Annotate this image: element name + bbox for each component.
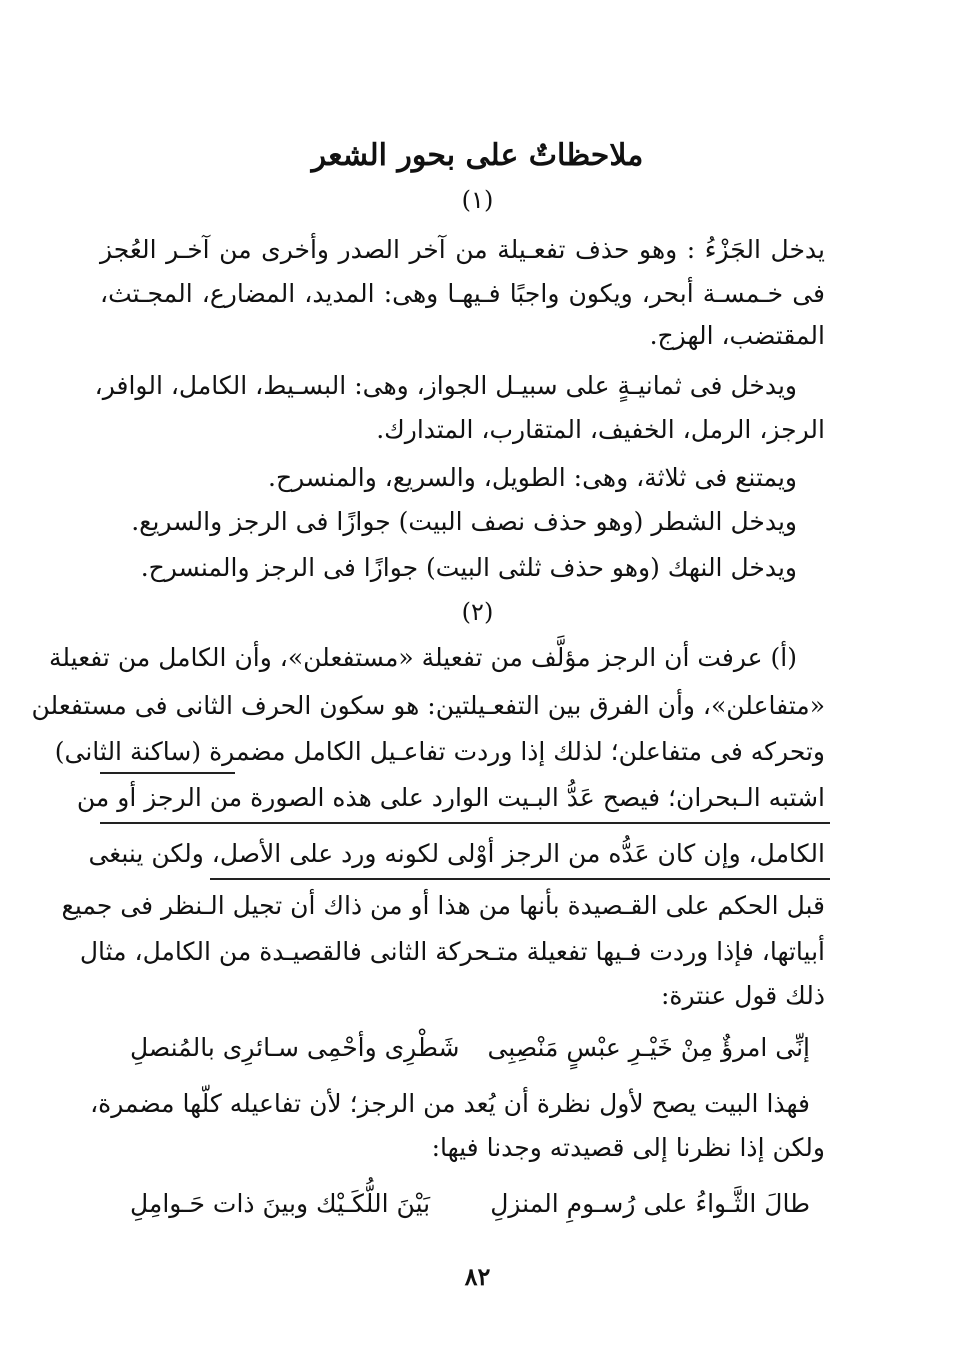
text-line: ويمتنع فى ثلاثة، وهى: الطويل، والسريع، والمنسرح. xyxy=(268,463,797,492)
text-line: فى خـمسـة أبحر، ويكون واجبًا فـيهـا وهى: المديد، المضارع، المجـتث، xyxy=(100,279,825,308)
underline xyxy=(100,772,235,774)
text-line: (أ) عرفت أن الرجز مؤلَّف من تفعيلة «مستفعلن»، وأن الكامل من تفعيلة xyxy=(48,643,797,672)
underline xyxy=(210,878,830,880)
verse-hemistich-left: بَيْنَ اللُّكَـيْك وبينَ ذات حَـوامِلِ xyxy=(130,1189,431,1218)
verse-hemistich-left: شَطْرِى وأحْمِى سـائرِى بالمُنصلِ xyxy=(130,1033,460,1062)
text-line: وتحركه فى متفاعلن؛ لذلك إذا وردت تفاعـيل الكامل مضمرة (ساكنة الثانى) xyxy=(54,737,825,766)
underline xyxy=(100,822,830,824)
text-line: ولكن إذا نظرنا إلى قصيدته وجدنا فيها: xyxy=(431,1133,825,1162)
text-line: ويدخل فى ثمانيـةٍ على سبيـل الجواز، وهى: البسـيط، الكامل، الوافر، xyxy=(94,371,797,400)
text-line: فهذا البيت يصح لأول نظرة أن يُعد من الرجز؛ لأن تفاعيله كلّها مضمرة، xyxy=(90,1089,810,1118)
page-number: ٨٢ xyxy=(464,1262,491,1291)
verse-hemistich-right: طالَ الثَّـواءُ على رُسـومِ المنزلِ xyxy=(490,1189,810,1218)
text-line: المقتضب، الهزج. xyxy=(649,321,825,350)
text-line: «متفاعلن»، وأن الفرق بين التفعـيلتين: هو سكون الحرف الثانى فى مستفعلن xyxy=(31,691,825,720)
text-line: أبياتها، فإذا وردت فـيها تفعيلة متـحركة الثانى فالقصيـدة من الكامل، مثال xyxy=(79,937,825,966)
verse-hemistich-right: إنِّى امرؤٌ مِنْ خَيْـرِ عبْسٍ مَنْصِبِى xyxy=(487,1033,810,1062)
page-title: ملاحظاتٌ على بحور الشعر xyxy=(311,138,644,173)
text-line: قبل الحكم على القـصيدة بأنها من هذا أو من ذاك أن تجيل الـنظر فى جميع xyxy=(61,891,825,920)
text-line: يدخل الجَزْءُ : وهو حذف تفعـيلة من آخر الصدر وأخرى من آخـر العُجز xyxy=(100,235,825,264)
text-line: اشتبه الـبحران؛ فيصح عَدُّ البـيت الوارد على هذه الصورة من الرجز أو من xyxy=(76,783,825,812)
section-number: (٢) xyxy=(461,598,494,626)
text-line: ويدخل الشطر (وهو حذف نصف البيت) جوازًا فى الرجز والسريع. xyxy=(131,507,797,536)
section-number: (١) xyxy=(461,186,494,214)
text-line: ويدخل النهك (وهو حذف ثلثى البيت) جوازًا فى الرجز والمنسرح. xyxy=(140,553,797,582)
text-line: الكامل، وإن كان عَدُّه من الرجز أوْلى لكونه ورد على الأصل، ولكن ينبغى xyxy=(88,839,825,868)
text-line: الرجز، الرمل، الخفيف، المتقارب، المتدارك. xyxy=(376,415,825,444)
text-line: ذلك قول عنترة: xyxy=(660,981,825,1010)
